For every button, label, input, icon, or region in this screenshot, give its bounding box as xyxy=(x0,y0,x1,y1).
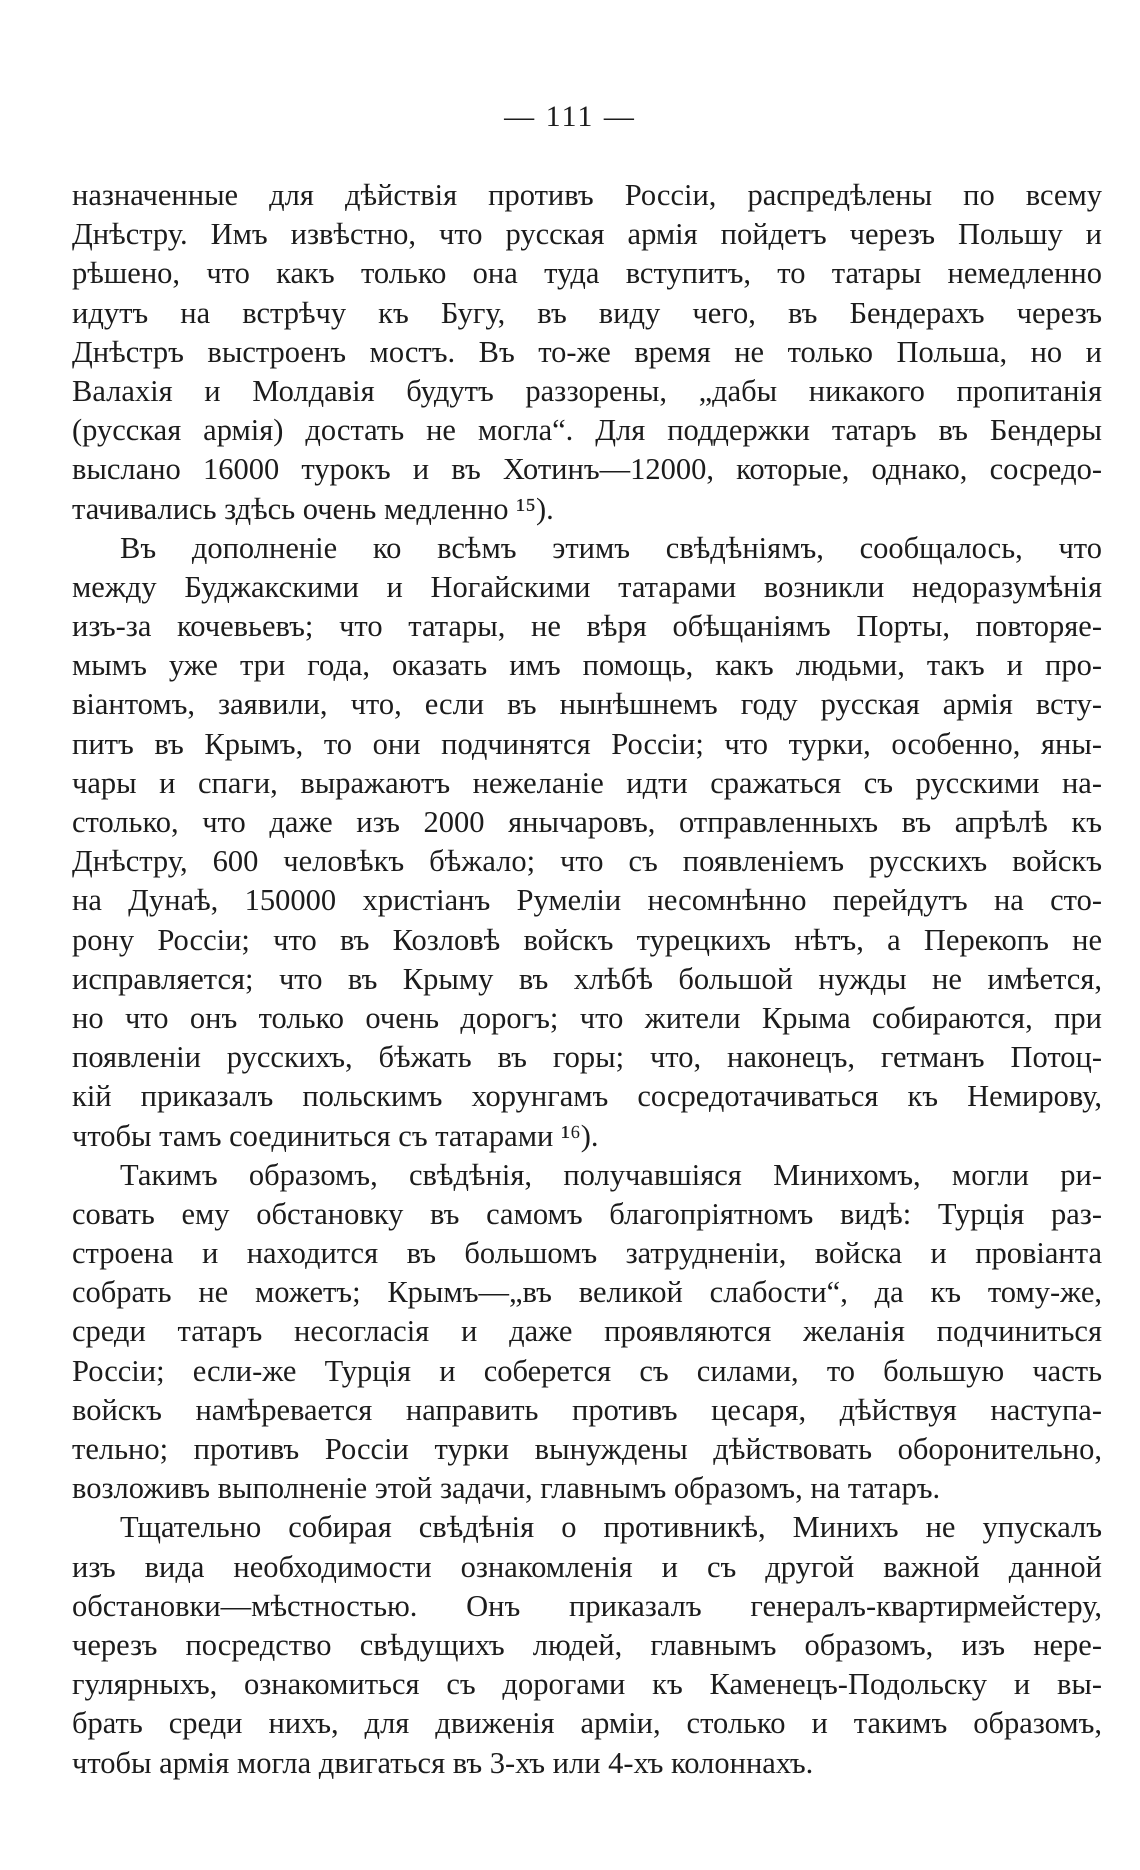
text-line: изъ вида необходимости ознакомленія и съ другой важной данной xyxy=(72,1549,1102,1584)
text-line: на Дунаѣ, 150000 христіанъ Румеліи несомнѣнно перейдутъ на сто- xyxy=(72,883,1102,918)
text-line: Днѣстру, 600 человѣкъ бѣжало; что съ появленіемъ русскихъ войскъ xyxy=(72,844,1102,879)
text-line: строена и находится въ большомъ затрудненіи, войска и провіанта xyxy=(72,1236,1102,1271)
text-line: Днѣстръ выстроенъ мостъ. Въ то-же время не только Польша, но и xyxy=(72,334,1102,369)
text-line: совать ему обстановку въ самомъ благопріятномъ видѣ: Турція раз- xyxy=(72,1196,1102,1231)
text-line: выслано 16000 турокъ и въ Хотинъ—12000, которые, однако, сосредо- xyxy=(72,452,1102,487)
text-line: появленіи русскихъ, бѣжать въ горы; что, наконецъ, гетманъ Потоц- xyxy=(72,1040,1102,1075)
text-line: исправляется; что въ Крыму въ хлѣбѣ большой нужды не имѣется, xyxy=(72,961,1102,996)
text-line: чары и спаги, выражаютъ нежеланіе идти сражаться съ русскими на- xyxy=(72,765,1102,800)
text-line: рону Россіи; что въ Козловѣ войскъ турецкихъ нѣтъ, а Перекопъ не xyxy=(72,922,1102,957)
text-line: обстановки—мѣстностью. Онъ приказалъ генералъ-квартирмейстеру, xyxy=(72,1588,1102,1623)
text-line: Валахія и Молдавія будутъ раззорены, „дабы никакого пропитанія xyxy=(72,373,1102,408)
text-line: столько, что даже изъ 2000 янычаровъ, отправленныхъ въ апрѣлѣ къ xyxy=(72,805,1102,839)
text-line: но что онъ только очень дорогъ; что жители Крыма собираются, при xyxy=(72,1000,1102,1035)
text-line: назначенные для дѣйствія противъ Россіи, распредѣлены по всему xyxy=(72,178,1102,212)
text-line: гулярныхъ, ознакомиться съ дорогами къ Каменецъ-Подольску и вы- xyxy=(72,1667,1102,1702)
text-line: Въ дополненіе ко всѣмъ этимъ свѣдѣніямъ, сообщалось, что xyxy=(120,530,1102,565)
text-line: кій приказалъ польскимъ хорунгамъ сосредотачиваться къ Немирову, xyxy=(72,1079,1102,1114)
text-line: изъ-за кочевьевъ; что татары, не вѣря обѣщаніямъ Порты, повторяе- xyxy=(72,609,1102,644)
text-line: (русская армія) достать не могла“. Для поддержки татаръ въ Бендеры xyxy=(72,413,1102,448)
text-line: рѣшено, что какъ только она туда вступитъ, то татары немедленно xyxy=(72,256,1102,291)
text-line: мымъ уже три года, оказать имъ помощь, какъ людьми, такъ и про- xyxy=(72,648,1102,683)
text-line: Такимъ образомъ, свѣдѣнія, получавшіяся Минихомъ, могли ри- xyxy=(120,1157,1102,1192)
text-line: войскъ намѣревается направить противъ цесаря, дѣйствуя наступа- xyxy=(72,1392,1102,1427)
page-number: — 111 — xyxy=(504,100,636,133)
text-line: чтобы тамъ соединиться съ татарами ¹⁶). xyxy=(72,1118,599,1153)
text-line: тельно; противъ Россіи турки вынуждены дѣйствовать оборонительно, xyxy=(72,1432,1102,1466)
text-line: идутъ на встрѣчу къ Бугу, въ виду чего, въ Бендерахъ черезъ xyxy=(72,295,1102,330)
text-line: Россіи; если-же Турція и соберется съ силами, то большую часть xyxy=(72,1353,1102,1388)
text-line: віантомъ, заявили, что, если въ нынѣшнемъ году русская армія всту- xyxy=(72,687,1102,722)
text-line: Тщательно собирая свѣдѣнія о противникѣ, Минихъ не упускалъ xyxy=(120,1510,1102,1545)
text-line: среди татаръ несогласія и даже проявляются желанія подчиниться xyxy=(72,1314,1102,1349)
text-line: черезъ посредство свѣдущихъ людей, главнымъ образомъ, изъ нере- xyxy=(72,1627,1102,1662)
text-line: питъ въ Крымъ, то они подчинятся Россіи; что турки, особенно, яны- xyxy=(72,726,1102,761)
text-line: между Буджакскими и Ногайскими татарами возникли недоразумѣнія xyxy=(72,569,1102,604)
text-line: собрать не можетъ; Крымъ—„въ великой слабости“, да къ тому-же, xyxy=(72,1275,1102,1310)
text-line: чтобы армія могла двигаться въ 3-хъ или 4-хъ колоннахъ. xyxy=(72,1745,814,1780)
text-line: возложивъ выполненіе этой задачи, главнымъ образомъ, на татаръ. xyxy=(72,1471,941,1506)
text-line: брать среди нихъ, для движенія арміи, столько и такимъ образомъ, xyxy=(72,1706,1102,1741)
body-text xyxy=(72,176,1102,1783)
text-line: тачивались здѣсь очень медленно ¹⁵). xyxy=(72,491,554,526)
text-line: Днѣстру. Имъ извѣстно, что русская армія пойдетъ черезъ Польшу и xyxy=(72,217,1102,252)
